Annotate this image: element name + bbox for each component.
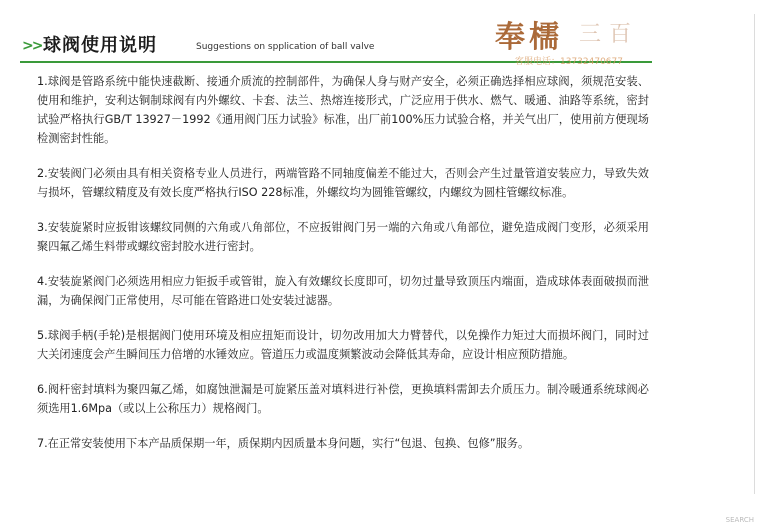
instructions-body xyxy=(37,72,649,469)
brand-watermark-light: 三百 xyxy=(579,22,640,47)
instruction-paragraph-5: 5.球阀手柄(手轮)是根据阀门使用环境及相应扭矩而设计，切勿改用加大力臂替代，以免操作力矩过大而损坏阀门，同时过大关闭速度会产生瞬间压力倍增的水锤效应。管道压力或温度频繁波动会降低其寿命，应设计相应预防措施。 xyxy=(37,329,649,361)
document-header xyxy=(0,0,762,70)
phone-watermark: 客服电话：13732470677 xyxy=(515,57,623,67)
page-subtitle: Suggestions on spplication of ball valve xyxy=(196,42,375,52)
page-edge-divider xyxy=(754,14,755,494)
instruction-paragraph-7: 7.在正常安装使用下本产品质保期一年，质保期内因质量本身问题，实行“包退、包换、包修”服务。 xyxy=(37,437,530,450)
instruction-paragraph-6: 6.阀杆密封填料为聚四氟乙烯，如腐蚀泄漏是可旋紧压盖对填料进行补偿，更换填料需卸去介质压力。制冷暖通系统球阀必须选用1.6Mpa（或以上公称压力）规格阀门。 xyxy=(37,383,649,415)
instruction-paragraph-2: 2.安装阀门必须由具有相关资格专业人员进行，两端管路不同轴度偏差不能过大，否则会产生过量管道安装应力，导致失效与损坏，管螺纹精度及有效长度严格执行ISO 228标准，外螺纹均为圆锥管螺纹，内螺纹为圆柱管螺纹标准。 xyxy=(37,167,649,199)
instruction-paragraph-3: 3.安装旋紧时应扳钳该螺纹同侧的六角或八角部位，不应扳钳阀门另一端的六角或八角部位，避免造成阀门变形，必须采用聚四氟乙烯生料带或螺纹密封胶水进行密封。 xyxy=(37,221,649,253)
instruction-paragraph-4: 4.安装旋紧阀门必须选用相应力钜扳手或管钳，旋入有效螺纹长度即可，切勿过量导致顶压内端面，造成球体表面破损而泄漏，为确保阀门正常使用，尽可能在管路进口处安装过滤器。 xyxy=(37,275,649,307)
brand-watermark: 奉檽 xyxy=(495,20,563,55)
footer-mark: SEARCH xyxy=(725,516,754,524)
double-chevron-icon: >> xyxy=(22,38,42,54)
instruction-paragraph-1: 1.球阀是管路系统中能快速截断、接通介质流的控制部件，为确保人身与财产安全，必须正确选择相应球阀，须规范安装、使用和维护，安利达铜制球阀有内外螺纹、卡套、法兰、热熔连接形式，广泛应用于供水、燃气、暖通、油路等系统，密封试验严格执行GB/T 13927－1992《通用阀门压力试验》标准，出厂前100%压力试验合格，并关气出厂，使用前方便现场检测密封性能。 xyxy=(37,75,649,145)
page-title: 球阀使用说明 xyxy=(43,35,157,56)
